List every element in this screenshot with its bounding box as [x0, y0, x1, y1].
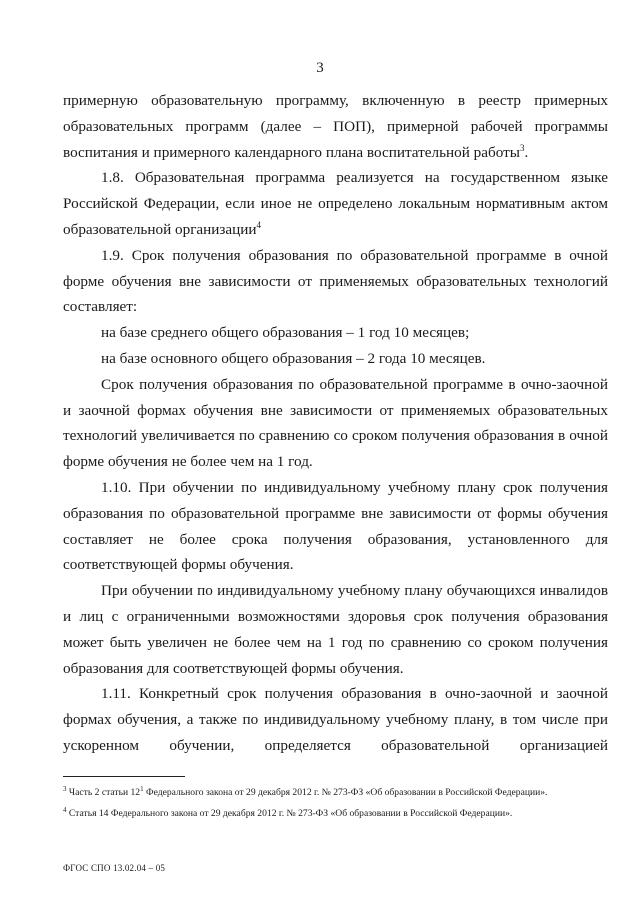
footnote-text-continued: Федерального закона от 29 декабря 2012 г. № 273-ФЗ «Об образовании в Российской Федерации». — [143, 787, 548, 798]
footnote-separator — [63, 776, 185, 777]
paragraph-text: 1.11. Конкретный срок получения образования в очно-заочной и заочной формах обучения, а также по индивидуальному учебному плану, в том числе при ускоренном обучении, определяется образовательной организацией — [63, 685, 608, 754]
paragraph-text: примерную образовательную программу, включенную в реестр примерных образовательных программ (далее – ПОП), примерной рабочей программы воспитания и примерного календарного плана воспитательной работы — [63, 92, 608, 161]
paragraph-text: на базе основного общего образования – 2 года 10 месяцев. — [101, 349, 486, 367]
paragraph — [63, 475, 608, 578]
paragraph: примерную образовательную программу, включенную в реестр примерных образовательных программ (далее – ПОП), примерной рабочей программы воспитания и примерного календарного плана воспитательной работы$^3$. — [63, 92, 608, 161]
paragraph-text: Срок получения образования по образовательной программе в очно-заочной и заочной формах обучения вне зависимости от применяемых образовательных технологий увеличивается по сравнению со сроком получения образования в очной форме обучения не более чем на 1 год. — [63, 375, 608, 471]
paragraph — [63, 372, 608, 475]
document-code: ФГОС СПО 13.02.04 – 05 — [63, 863, 166, 873]
footnote — [63, 782, 608, 803]
paragraph — [63, 681, 608, 784]
footnotes — [63, 782, 608, 824]
footnote — [63, 803, 608, 824]
paragraph — [63, 346, 608, 372]
paragraph — [63, 578, 608, 681]
paragraph — [63, 243, 608, 320]
footnote-text: Часть 2 статьи 12 — [68, 787, 141, 798]
footnote-mark: 3 — [63, 784, 67, 793]
paragraph — [63, 165, 608, 242]
paragraph-text: на базе среднего общего образования – 1 год 10 месяцев; — [101, 324, 470, 342]
paragraph — [63, 320, 608, 346]
paragraph-text: 1.9. Срок получения образования по образовательной программе в очной форме обучения вне зависимости от применяемых образовательных технологий составляет: — [63, 246, 608, 316]
page-number: 3 — [316, 60, 324, 76]
footnote-reference: 4 — [256, 219, 262, 230]
paragraph-text: При обучении по индивидуальному учебному плану обучающихся инвалидов и лиц с ограниченными возможностями здоровья срок получения образования может быть увеличен не более чем на 1 год по сравнению со сроком получения образования для соответствующей формы обучения. — [63, 582, 608, 677]
footnote-superscript: 1 — [140, 784, 144, 793]
footnote-reference: 3 — [519, 142, 525, 153]
footnote-mark: 4 — [63, 805, 67, 814]
paragraph-text: 1.10. При обучении по индивидуальному учебному плану срок получения образования по образовательной программе вне зависимости от формы обучения составляет не более срока получения образования, установленного для соответствующей формы обучения. — [63, 478, 608, 574]
document-body — [63, 88, 608, 785]
paragraph-text: 1.8. Образовательная программа реализуется на государственном языке Российской Федерации, если иное не определено локальным нормативным актом образовательной организации — [63, 169, 608, 238]
footnote-text: Статья 14 Федерального закона от 29 декабря 2012 г. № 273-ФЗ «Об образовании в Российской Федерации». — [68, 808, 513, 819]
